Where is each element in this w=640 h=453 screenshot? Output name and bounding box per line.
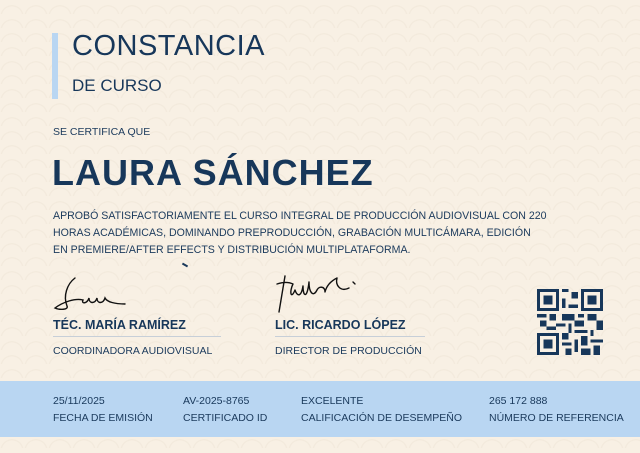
signer-1 [53, 270, 213, 357]
signature-line [275, 336, 425, 337]
signer-2 [275, 270, 422, 357]
footer-value: AV-2025-8765 [183, 395, 250, 407]
footer-value: EXCELENTE [301, 395, 364, 407]
certificate-title: CONSTANCIA [72, 30, 265, 62]
footer-label: NÚMERO DE REFERENCIA [489, 412, 624, 424]
footer-value: 265 172 888 [489, 395, 548, 407]
decorative-mark [182, 263, 188, 268]
description-line: APROBÓ SATISFACTORIAMENTE EL CURSO INTEGRAL DE PRODUCCIÓN AUDIOVISUAL CON 220 [53, 210, 547, 222]
footer-performance-grade [301, 395, 462, 424]
signer-2-name: LIC. RICARDO LÓPEZ [275, 318, 406, 332]
footer-value: 25/11/2025 [53, 395, 105, 407]
footer-label: CERTIFICADO ID [183, 412, 268, 424]
title-accent-bar [52, 33, 58, 99]
footer-label: CALIFICACIÓN DE DESEMPEÑO [301, 412, 463, 424]
signer-1-name: TÉC. MARÍA RAMÍREZ [53, 318, 186, 332]
footer-band [0, 381, 640, 437]
signer-1-role: COORDINADORA AUDIOVISUAL [53, 345, 213, 357]
description-line: EN PREMIERE/AFTER EFFECTS Y DISTRIBUCIÓN MULTIPLATAFORMA. [53, 244, 411, 256]
recipient-name: LAURA SÁNCHEZ [52, 152, 374, 193]
certify-text: SE CERTIFICA QUE [53, 126, 151, 138]
qr-code-icon [537, 289, 603, 355]
footer-reference-number [489, 395, 624, 424]
signer-2-role: DIRECTOR DE PRODUCCIÓN [275, 345, 422, 357]
description-line: HORAS ACADÉMICAS, DOMINANDO PREPRODUCCIÓN, GRABACIÓN MULTICÁMARA, EDICIÓN [53, 227, 531, 239]
signature-1-icon [53, 270, 143, 316]
footer-certificate-id [183, 395, 267, 424]
footer-issue-date [53, 395, 153, 424]
footer-label: FECHA DE EMISIÓN [53, 412, 153, 424]
signature-line [53, 336, 221, 337]
certificate-subtitle: DE CURSO [72, 76, 162, 95]
course-description [53, 208, 573, 259]
signature-2-icon [275, 270, 365, 316]
